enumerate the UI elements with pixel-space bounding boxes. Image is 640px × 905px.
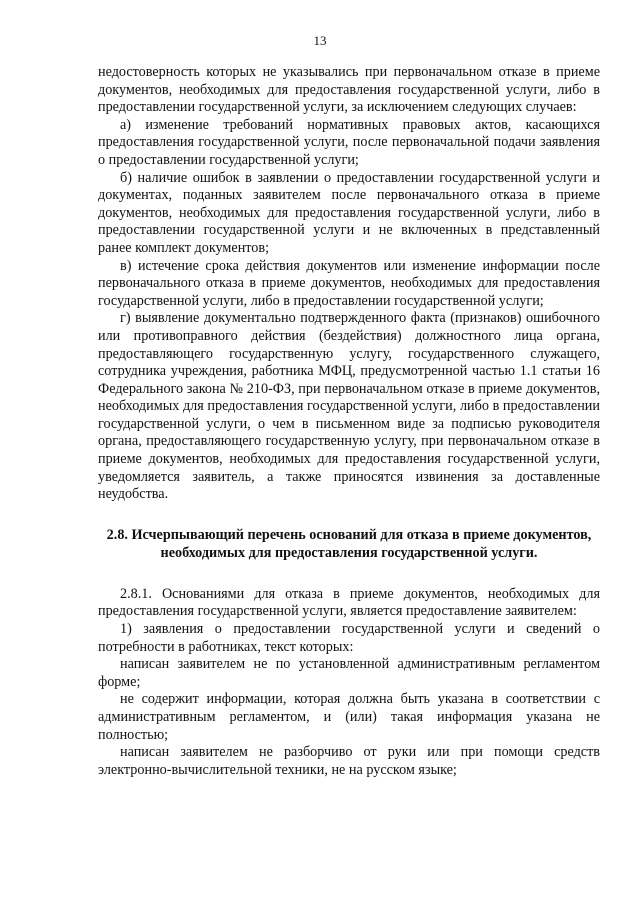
page-number: 13 <box>313 33 327 48</box>
section-heading: 2.8. Исчерпывающий перечень оснований для отказа в приеме документов, необходимых для предоставления государственной услуги. <box>106 526 592 561</box>
paragraph-item-v: в) истечение срока действия документов или изменение информации после первоначального отказа в приеме документов, необходимых для предоставления государственной услуги, либо в предоставлении государственной услуги; <box>98 257 600 309</box>
paragraph-sub-2: не содержит информации, которая должна быть указана в соответствии с административным регламентом, и (или) такая информация указана не полностью; <box>98 691 600 743</box>
paragraph-item-1: 1) заявления о предоставлении государственной услуги и сведений о потребности в работниках, текст которых: <box>98 621 600 655</box>
paragraph-sub-1: написан заявителем не по установленной административным регламентом форме; <box>98 656 600 690</box>
paragraph-2-8-1: 2.8.1. Основаниями для отказа в приеме документов, необходимых для предоставления государственной услуги, является предоставление заявителем: <box>98 585 600 620</box>
paragraph-continuation: недостоверность которых не указывались при первоначальном отказе в приеме документов, необходимых для предоставления государственной услуги, либо в предоставлении государственной услуги, за исключением следующих случаев: <box>98 64 600 116</box>
document-body <box>98 64 600 779</box>
paragraph-sub-3: написан заявителем не разборчиво от руки или при помощи средств электронно-вычислительной техники, не на русском языке; <box>98 744 600 778</box>
paragraph-item-a: а) изменение требований нормативных правовых актов, касающихся предоставления государственной услуги, после первоначальной подачи заявления о предоставлении государственной услуги; <box>98 116 600 168</box>
paragraph-item-g: г) выявление документально подтвержденного факта (признаков) ошибочного или противоправного действия (бездействия) должностного лица органа, предоставляющего государственную услугу, государственного служащего, сотрудника учреждения, работника МФЦ, предусмотренной частью 1.1 статьи 16 Федерального закона № 210-ФЗ, при первоначальном отказе в приеме документов, необходимых для предоставления государственной услуги, либо в предоставлении государственной услуги, о чем в письменном виде за подписью руководителя органа, предоставляющего государственную услугу, при первоначальном отказе в приеме документов, необходимых для предоставления государственной услуги, уведомляется заявитель, а также приносятся извинения за доставленные неудобства. <box>98 310 600 503</box>
paragraph-item-b: б) наличие ошибок в заявлении о предоставлении государственной услуги и документах, поданных заявителем после первоначального отказа в приеме документов, необходимых для предоставления государственной услуги, либо в предоставлении государственной услуги и не включенных в представленный ранее комплект документов; <box>98 169 600 256</box>
